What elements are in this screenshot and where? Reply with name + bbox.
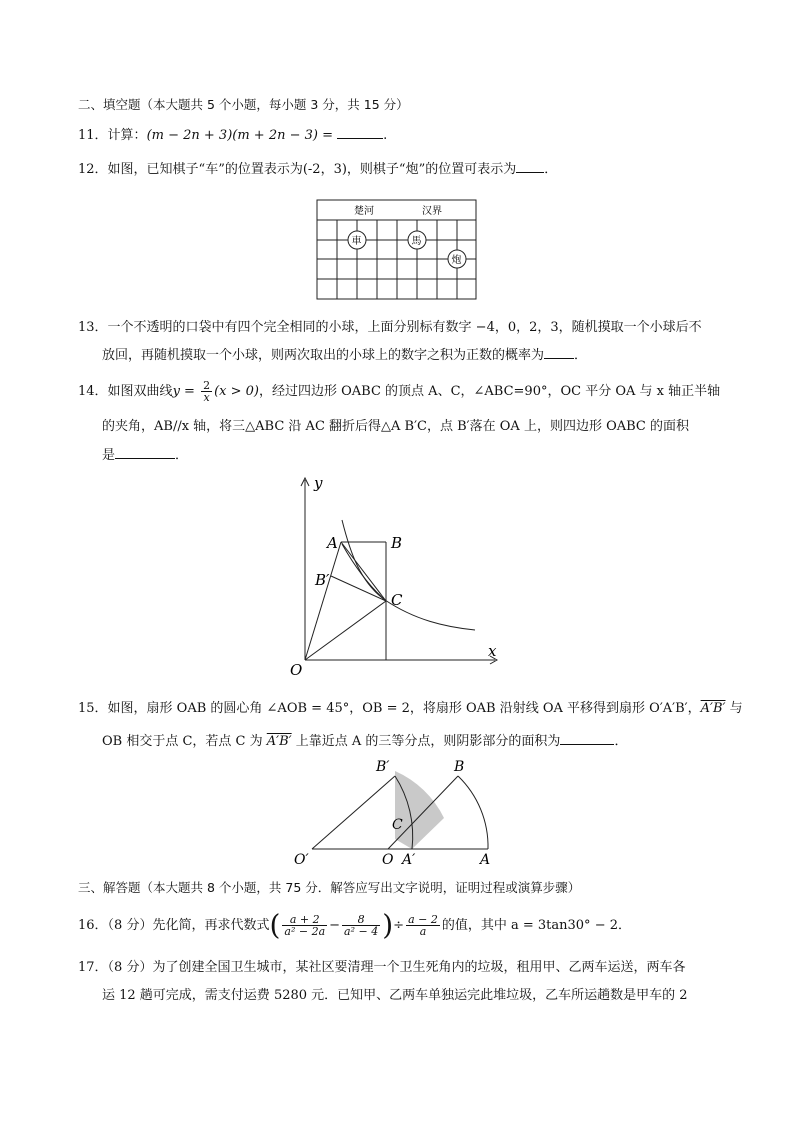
question-text: 的值，其中 a = 3tan30° − 2．: [441, 918, 631, 933]
math-y: y: [172, 384, 180, 399]
question-text: 如图，扇形 OAB 的圆心角 ∠AOB = 45°，OB = 2，将扇形 OAB 沿射线 OA 平移得到扇形 O′A′B′，: [107, 701, 701, 716]
question-text: 如图双曲线: [107, 384, 173, 399]
fraction-2-over-x: $\frac{2}{x}$: [203, 379, 211, 404]
sector-figure: [290, 757, 510, 869]
question-score: （8 分）: [107, 960, 153, 975]
piece-ma-label: 馬: [411, 236, 422, 247]
question-text: 上靠近点 A 的三等分点，则阴影部分的面积为: [295, 734, 561, 749]
question-suffix: ．: [544, 162, 558, 177]
question-number: 17．: [78, 960, 108, 975]
question-number: 15．: [78, 701, 108, 716]
river-label-right: 汉界: [422, 206, 442, 217]
left-paren: (: [269, 908, 281, 942]
question-number: 14．: [78, 384, 108, 399]
question-15-line2: [102, 732, 627, 751]
label-x: x: [488, 642, 497, 660]
math-condition: (x > 0): [214, 384, 259, 399]
fraction-3: $\frac{a - 2}{a}$: [408, 913, 438, 938]
question-text: 放回，再随机摸取一个小球，则两次取出的小球上的数字之积为正数的概率为: [102, 348, 545, 363]
label-O: O: [290, 661, 303, 679]
label-A: A: [480, 852, 491, 868]
math-expression: (m − 2n + 3)(m + 2n − 3) =: [146, 128, 333, 143]
answer-blank[interactable]: [337, 126, 383, 139]
question-14-line2: 的夹角，AB//x 轴，将三△ABC 沿 AC 翻折后得△A B′C，点 B′落在 OA 上，则四边形 OABC 的面积: [102, 419, 689, 434]
question-text: OB 相交于点 C，若点 C 为: [102, 734, 263, 749]
arc-AB-curve: [458, 776, 488, 849]
question-number: 12．: [78, 162, 108, 177]
question-text: 一个不透明的口袋中有四个完全相同的小球，上面分别标有数字 −4，0，2，3，随机摸取一个小球后不: [107, 320, 702, 335]
river-label-left: 楚河: [354, 206, 374, 217]
question-text: 如图，已知棋子“车”的位置表示为(-2，3)，则棋子“炮”的位置可表示为: [107, 162, 517, 177]
label-B: B: [454, 759, 465, 775]
question-score: （8 分）: [107, 918, 153, 933]
question-suffix: ．: [614, 734, 628, 749]
answer-blank[interactable]: [516, 160, 544, 173]
question-text: 与: [729, 701, 743, 716]
answer-blank[interactable]: [115, 446, 175, 459]
math-eq: =: [179, 384, 200, 399]
label-A-prime: A′: [402, 852, 416, 868]
question-text: 为了创建全国卫生城市，某社区要清理一个卫生死角内的垃圾，租用甲、乙两车运送，两车各: [152, 960, 686, 975]
section-heading-solutions: 三、解答题（本大题共 8 个小题，共 75 分．解答应写出文字说明，证明过程或演算步骤）: [78, 880, 581, 895]
piece-pao: [448, 250, 466, 268]
board-grid: [317, 200, 476, 299]
label-B-prime: B′: [315, 571, 330, 589]
label-A: A: [327, 534, 338, 552]
label-B: B: [391, 534, 403, 552]
question-17-line1: [78, 959, 685, 977]
question-14-line1: [78, 380, 720, 403]
shaded-region: [395, 771, 444, 849]
question-number: 11．: [78, 128, 108, 143]
segment-BpC: [331, 576, 386, 601]
hyperbola-figure: [285, 472, 505, 682]
question-text: 先化简，再求代数式: [152, 918, 270, 933]
question-15-line1: [78, 700, 743, 718]
piece-pao-label: 炮: [451, 255, 462, 266]
minus-sign: −: [329, 918, 341, 933]
question-17-line2: 运 12 趟可完成，需支付运费 5280 元．已知甲、乙两车单独运完此堆垃圾，乙车所运趟数是甲车的 2: [102, 988, 688, 1003]
question-16: [78, 908, 631, 942]
section-heading-fill-in: 二、填空题（本大题共 5 个小题，每小题 3 分，共 15 分）: [78, 97, 409, 112]
segment-OC: [305, 601, 386, 660]
arc-ApBp: A′B′: [700, 701, 726, 716]
piece-che: [348, 231, 366, 249]
question-text: 是: [102, 448, 116, 463]
question-text: ，经过四边形 OABC 的顶点 A、C，∠ABC=90°，OC 平分 OA 与 x 轴正半轴: [259, 384, 721, 399]
piece-ma: [408, 231, 426, 249]
question-prefix: 计算：: [107, 128, 147, 143]
fraction-2: $\frac{8}{\text{a² − 4}}$: [344, 913, 379, 938]
question-11: [78, 126, 387, 145]
question-14-line3: [102, 446, 188, 465]
question-13-line2: [102, 346, 587, 365]
segment-OpBp: [312, 776, 395, 849]
question-number: 13．: [78, 320, 108, 335]
question-number: 16．: [78, 918, 108, 933]
question-suffix: ．: [175, 448, 189, 463]
question-suffix: .: [383, 128, 388, 143]
fraction-1: $\frac{a + 2}{\text{a² − 2a}}$: [284, 913, 326, 938]
segment-AC: [341, 542, 386, 601]
answer-blank[interactable]: [560, 732, 614, 745]
question-13-line1: [78, 319, 702, 337]
arc-ApBp: A′B′: [266, 734, 292, 749]
label-O: O: [382, 852, 394, 868]
label-C: C: [391, 591, 403, 609]
answer-blank[interactable]: [544, 346, 574, 359]
label-C: C: [392, 817, 403, 833]
segment-OA: [305, 542, 341, 660]
piece-che-label: 車: [351, 236, 362, 247]
label-B-prime: B′: [376, 759, 390, 775]
chess-board-figure: [316, 199, 478, 303]
label-y: y: [314, 474, 323, 492]
question-suffix: ．: [574, 348, 588, 363]
question-12: [78, 160, 557, 179]
divide-sign: ÷: [393, 918, 405, 933]
right-paren: ): [382, 908, 394, 942]
label-O-prime: O′: [294, 852, 309, 868]
